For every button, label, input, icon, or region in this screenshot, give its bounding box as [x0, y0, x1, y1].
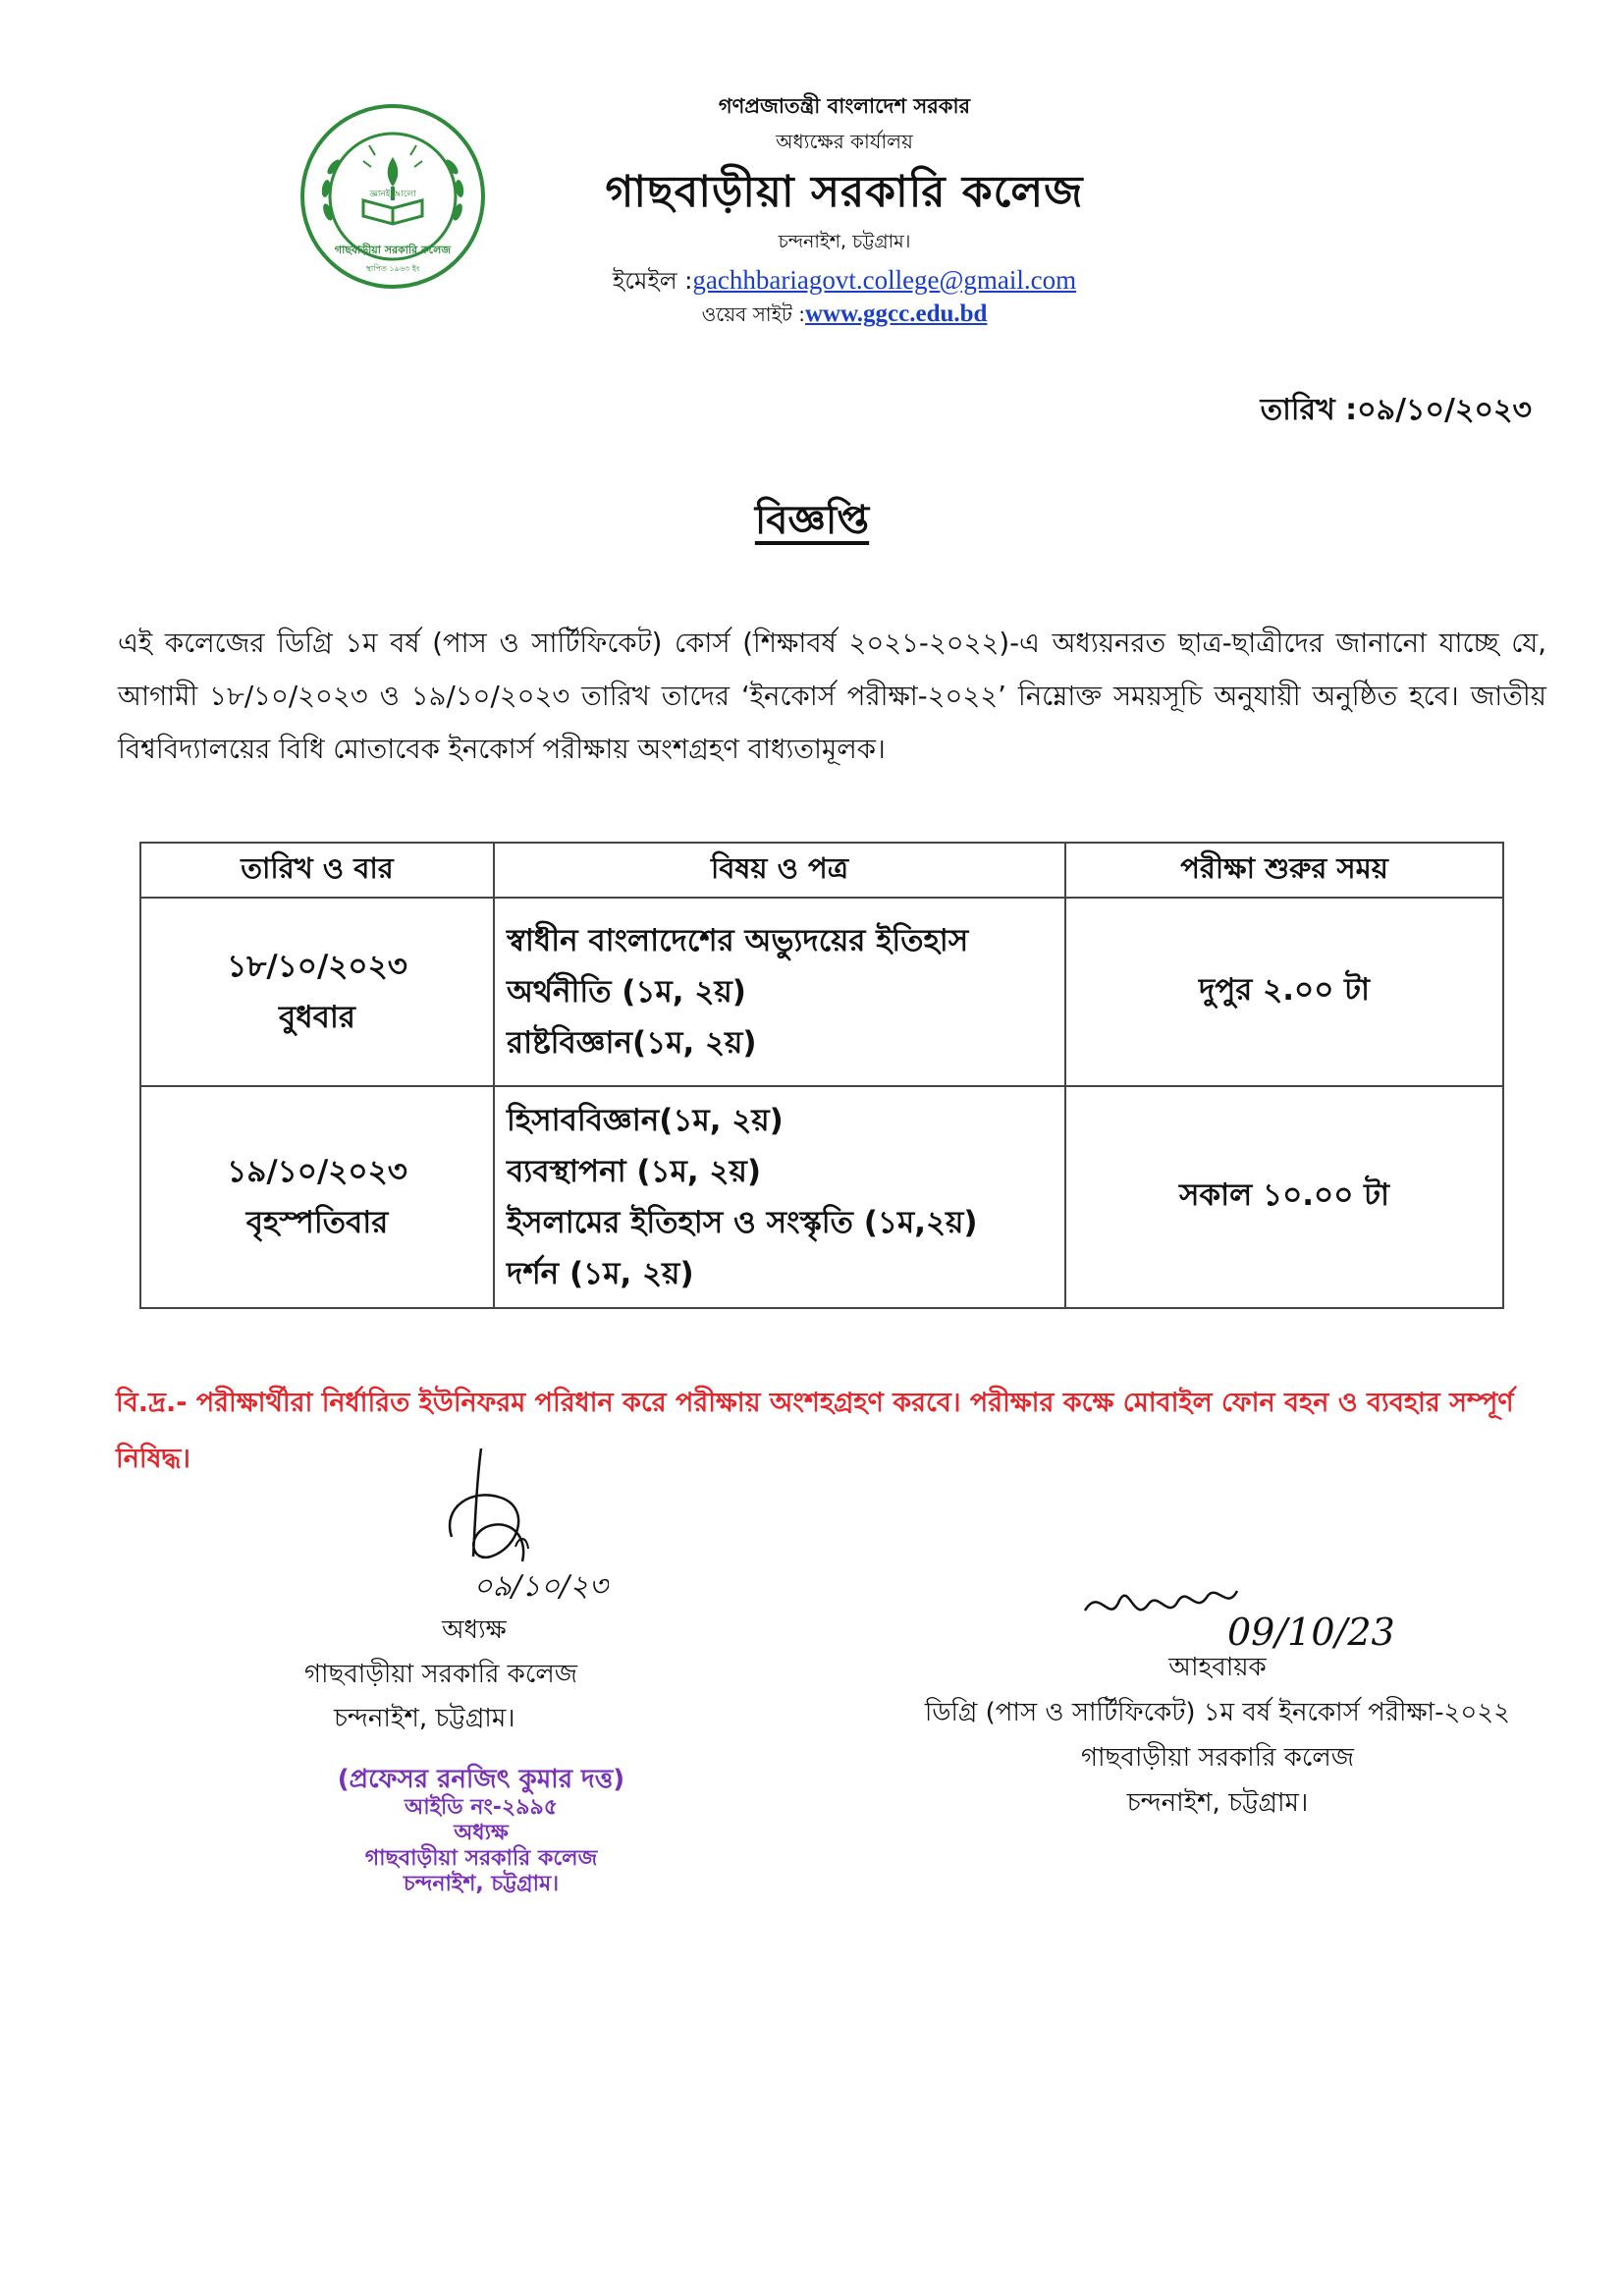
- convener-college: গাছবাড়ীয়া সরকারি কলেজ: [1081, 1743, 1354, 1773]
- logo-est-text: স্থাপিত ১৯৬৩ ইং: [365, 264, 420, 273]
- notice-body: এই কলেজের ডিগ্রি ১ম বর্ষ (পাস ও সার্টিফিকেট) কোর্স (শিক্ষাবর্ষ ২০২১-২০২২)-এ অধ্যয়নরত ছাত্র-ছাত্রীদের জানানো যাচ্ছে যে, আগামী ১৮/১০/২০২৩ ও ১৯/১০/২০২৩ তারিখ তাদের ‘ইনকোর্স পরীক্ষা-২০২২’ নিম্নোক্ত সময়সূচি অনুযায়ী অনুষ্ঠিত হবে। জাতীয় বিশ্ববিদ্যালয়ের বিধি মোতাবেক ইনকোর্স পরীক্ষায় অংশগ্রহণ বাধ্যতামূলক।: [118, 628, 1546, 765]
- exam-date: ১৮/১০/২০২৩: [227, 949, 407, 984]
- notice-title: বিজ্ঞপ্তি: [754, 498, 870, 543]
- convener-role: আহবায়ক: [1168, 1653, 1267, 1682]
- stamp-college: গাছবাড়ীয়া সরকারি কলেজ: [364, 1846, 598, 1871]
- subject-item: হিসাববিজ্ঞান(১ম, ২য়): [507, 1103, 784, 1138]
- website-link[interactable]: www.ggcc.edu.bd: [805, 301, 988, 327]
- email-line: [511, 263, 1178, 302]
- office-line: অধ্যক্ষের কার্যালয়: [776, 130, 913, 153]
- subject-cell: [494, 898, 1065, 1086]
- principal-signature-date: ০৯/১০/২৩: [473, 1569, 609, 1604]
- table-row: [140, 898, 1503, 1086]
- convener-signature-date: 09/10/23: [1227, 1611, 1395, 1654]
- email-link[interactable]: gachhbariagovt.college@gmail.com: [692, 265, 1077, 295]
- subject-item: ইসলামের ইতিহাস ও সংস্কৃতি (১ম,২য়): [507, 1205, 978, 1240]
- header-date-day: তারিখ ও বার: [140, 843, 494, 898]
- stamp-role: অধ্যক্ষ: [454, 1821, 509, 1845]
- principal-signature: [412, 1439, 609, 1615]
- notice-date: তারিখ :০৯/১০/২০২৩: [1260, 393, 1532, 427]
- header-start-time: পরীক্ষা শুরুর সময়: [1065, 843, 1503, 898]
- note-text: বি.দ্র.- পরীক্ষার্থীরা নির্ধারিত ইউনিফরম পরিধান করে পরীক্ষায় অংশহগ্রহণ করবে। পরীক্ষার কক্ষে মোবাইল ফোন বহন ও ব্যবহার সম্পূর্ণ নিষিদ্ধ।: [116, 1388, 1514, 1474]
- convener-signature-block: [844, 1645, 1591, 1826]
- logo-ring-text: গাছবাড়ীয়া সরকারি কলেজ: [334, 244, 452, 256]
- start-time-cell: সকাল ১০.০০ টা: [1065, 1086, 1503, 1308]
- convener-committee: ডিগ্রি (পাস ও সার্টিফিকেট) ১ম বর্ষ ইনকোর্স পরীক্ষা-২০২২: [924, 1698, 1511, 1727]
- government-line: গণপ্রজাতন্ত্রী বাংলাদেশ সরকার: [718, 94, 971, 118]
- subject-item: স্বাধীন বাংলাদেশের অভ্যুদয়ের ইতিহাস: [507, 923, 969, 958]
- stamp-id: আইডি নং-২৯৯৫: [404, 1795, 559, 1820]
- stamp-name: (প্রফেসর রনজিৎ কুমার দত্ত): [337, 1765, 625, 1794]
- college-location: চন্দনাইশ, চট্টগ্রাম।: [778, 231, 911, 252]
- email-label: ইমেইল :: [612, 267, 693, 295]
- principal-role: অধ্যক্ষ: [442, 1615, 507, 1645]
- date-cell: [140, 1086, 494, 1308]
- exam-day: বৃহস্পতিবার: [245, 1205, 389, 1240]
- header-subject: বিষয় ও পত্র: [494, 843, 1065, 898]
- table-header-row: [140, 843, 1503, 898]
- convener-location: চন্দনাইশ, চট্টগ্রাম।: [1126, 1788, 1309, 1818]
- table-row: [140, 1086, 1503, 1308]
- principal-signature-block: [226, 1609, 717, 1741]
- principal-college: গাছবাড়ীয়া সরকারি কলেজ: [304, 1660, 577, 1689]
- principal-stamp: [285, 1764, 677, 1897]
- subject-cell: [494, 1086, 1065, 1308]
- subject-item: রাষ্টবিজ্ঞান(১ম, ২য়): [507, 1025, 757, 1061]
- principal-location: চন্দনাইশ, চট্টগ্রাম।: [334, 1704, 515, 1733]
- college-emblem-icon: [295, 98, 491, 295]
- website-label: ওয়েব সাইট :: [701, 302, 805, 326]
- exam-schedule-table: [139, 842, 1504, 1309]
- logo-motto: জ্ঞানই আলো: [369, 190, 416, 199]
- exam-day: বুধবার: [279, 1000, 355, 1035]
- start-time-cell: দুপুর ২.০০ টা: [1065, 898, 1503, 1086]
- subject-item: ব্যবস্থাপনা (১ম, ২য়): [507, 1154, 762, 1189]
- website-line: [550, 301, 1139, 333]
- subject-item: অর্থনীতি (১ম, ২য়): [507, 974, 746, 1010]
- date-cell: [140, 898, 494, 1086]
- subject-item: দর্শন (১ম, ২য়): [507, 1256, 694, 1291]
- stamp-location: চন্দনাইশ, চট্টগ্রাম।: [403, 1872, 560, 1896]
- exam-date: ১৯/১০/২০২৩: [227, 1154, 407, 1189]
- college-name: গাছবাড়ীয়া সরকারি কলেজ: [605, 167, 1084, 217]
